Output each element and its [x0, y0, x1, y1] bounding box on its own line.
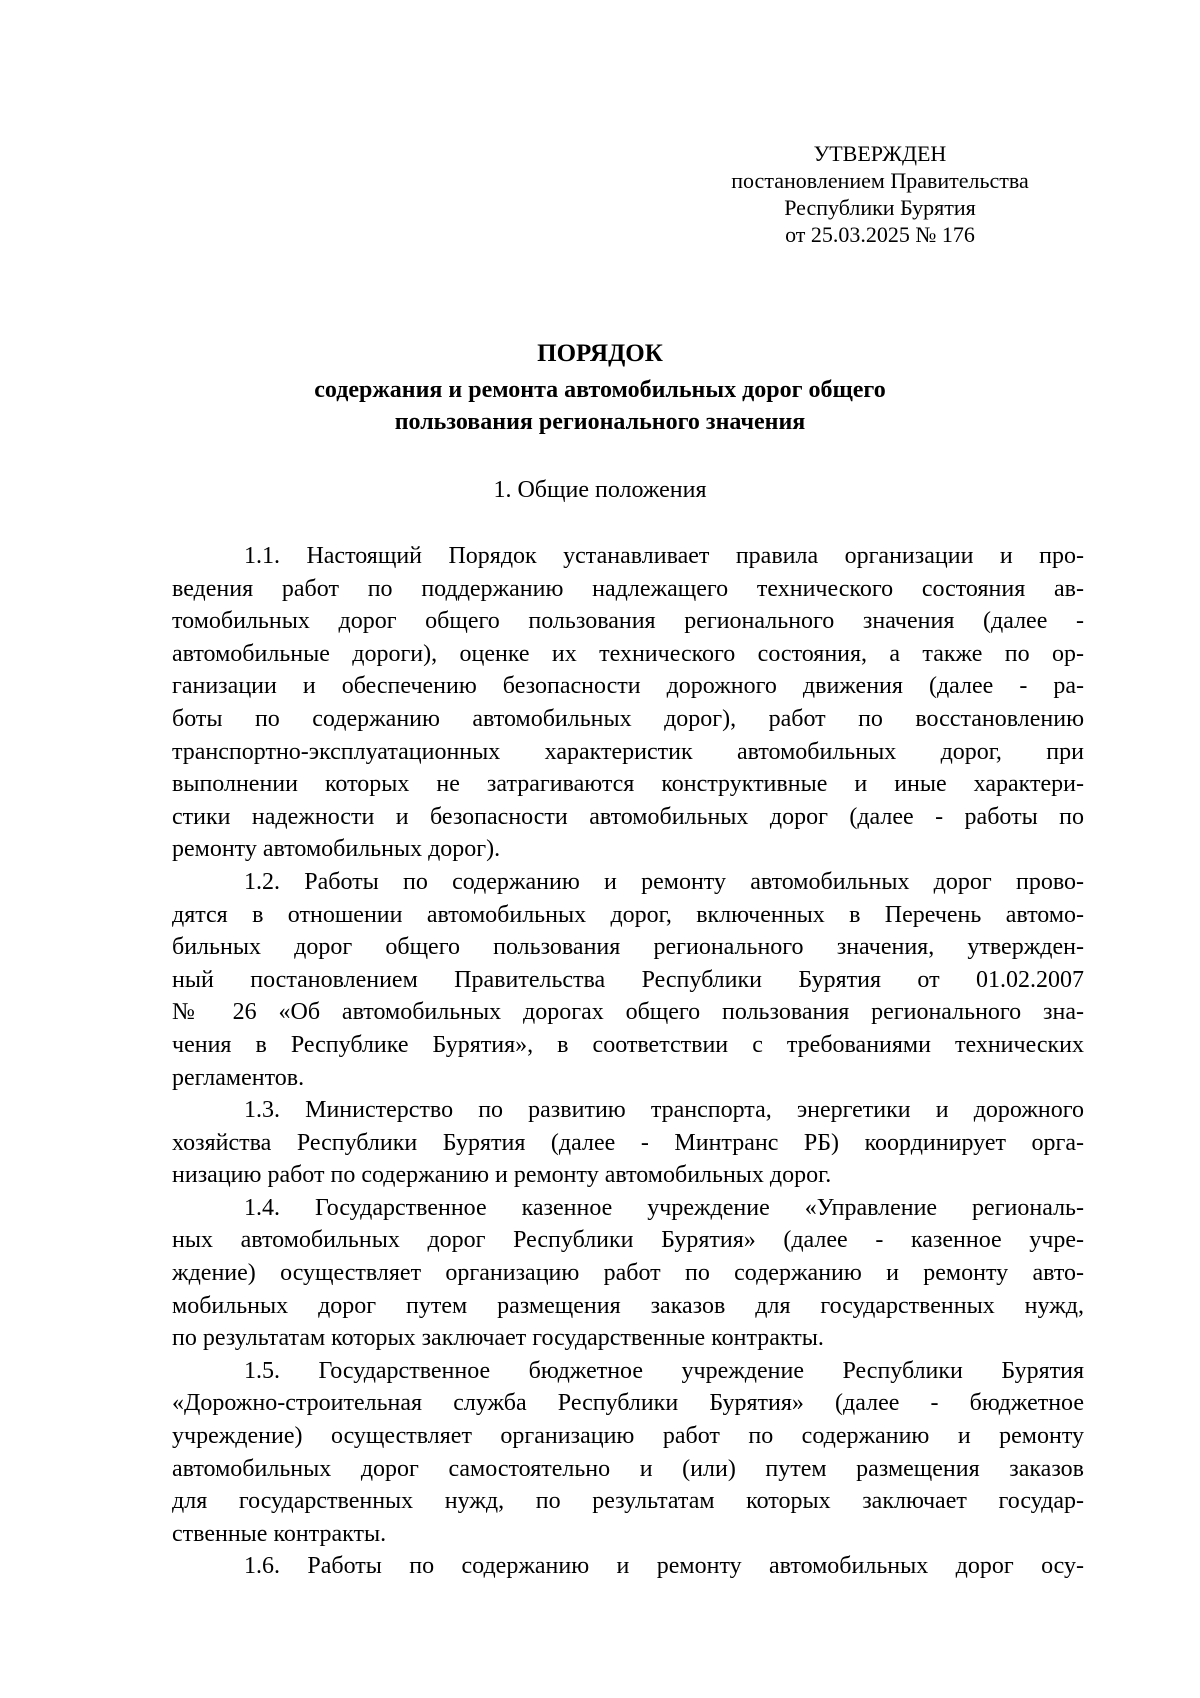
document-subtitle — [0, 374, 1200, 438]
paragraph-line: мобильных дорог путем размещения заказов для государственных нужд, — [172, 1292, 1084, 1319]
paragraph-line: 1.6. Работы по содержанию и ремонту автомобильных дорог осу- — [244, 1553, 1084, 1580]
paragraph-line: 1.1. Настоящий Порядок устанавливает правила организации и про- — [244, 543, 1084, 569]
paragraph — [172, 1192, 1084, 1355]
paragraph-line: томобильных дорог общего пользования регионального значения (далее - — [172, 608, 1084, 635]
paragraph-line: ных автомобильных дорог Республики Бурятия» (далее - казенное учре- — [172, 1227, 1084, 1254]
paragraph-line: чения в Республике Бурятия», в соответствии с требованиями технических — [172, 1031, 1084, 1058]
approval-line: постановлением Правительства — [731, 168, 1029, 193]
paragraph — [172, 1094, 1084, 1192]
paragraph-line: ведения работ по поддержанию надлежащего технического состояния ав- — [172, 575, 1084, 602]
paragraph-line: учреждение) осуществляет организацию работ по содержанию и ремонту — [172, 1423, 1084, 1450]
paragraph-line: хозяйства Республики Бурятия (далее - Минтранс РБ) координирует орга- — [172, 1129, 1084, 1156]
approval-stamp — [690, 140, 1070, 248]
paragraph-line: 1.5. Государственное бюджетное учреждение Республики Бурятия — [244, 1357, 1084, 1384]
paragraph-line: 1.4. Государственное казенное учреждение «Управление региональ- — [244, 1194, 1084, 1221]
paragraph-line: стики надежности и безопасности автомобильных дорог (далее - работы по — [172, 803, 1084, 830]
paragraph-line: ждение) осуществляет организацию работ по содержанию и ремонту авто- — [172, 1260, 1084, 1287]
paragraph-line: 1.2. Работы по содержанию и ремонту автомобильных дорог прово- — [244, 868, 1084, 895]
paragraph-line: дятся в отношении автомобильных дорог, включенных в Перечень автомо- — [172, 901, 1084, 928]
document-body — [172, 540, 1084, 1583]
subtitle-line: пользования регионального значения — [394, 409, 806, 435]
document-title: ПОРЯДОК — [537, 340, 663, 367]
paragraph-line: транспортно-эксплуатационных характеристик автомобильных дорог, при — [172, 738, 1084, 765]
paragraph — [172, 866, 1084, 1094]
paragraph-line: ный постановлением Правительства Республики Бурятия от 01.02.2007 — [172, 966, 1084, 993]
paragraph-line: бильных дорог общего пользования регионального значения, утвержден- — [172, 934, 1084, 961]
paragraph — [172, 540, 1084, 866]
paragraph-line: для государственных нужд, по результатам которых заключает государ- — [172, 1488, 1084, 1515]
paragraph — [172, 1355, 1084, 1551]
paragraph-line: ственные контракты. — [172, 1520, 387, 1547]
paragraph-line: № 26 «Об автомобильных дорогах общего пользования регионального зна- — [172, 999, 1084, 1026]
paragraph-line: низацию работ по содержанию и ремонту автомобильных дорог. — [172, 1162, 832, 1189]
approval-line: Республики Бурятия — [784, 195, 976, 220]
paragraph-line: боты по содержанию автомобильных дорог), работ по восстановлению — [172, 705, 1084, 732]
paragraph-line: по результатам которых заключает государственные контракты. — [172, 1325, 824, 1352]
paragraph-line: ремонту автомобильных дорог). — [172, 836, 501, 863]
paragraph-line: «Дорожно-строительная служба Республики Бурятия» (далее - бюджетное — [172, 1390, 1084, 1417]
paragraph-line: ганизации и обеспечению безопасности дорожного движения (далее - ра- — [172, 673, 1084, 700]
section-heading: 1. Общие положения — [493, 477, 707, 503]
approval-line: УТВЕРЖДЕН — [813, 141, 947, 166]
paragraph — [172, 1550, 1084, 1583]
paragraph-line: выполнении которых не затрагиваются конструктивные и иные характери- — [172, 771, 1084, 798]
approval-line: от 25.03.2025 № 176 — [785, 222, 975, 247]
paragraph-line: автомобильных дорог самостоятельно и (или) путем размещения заказов — [172, 1455, 1084, 1482]
paragraph-line: 1.3. Министерство по развитию транспорта, энергетики и дорожного — [244, 1097, 1084, 1124]
paragraph-line: регламентов. — [172, 1064, 305, 1091]
subtitle-line: содержания и ремонта автомобильных дорог общего — [314, 377, 886, 403]
paragraph-line: автомобильные дороги), оценке их технического состояния, а также по ор- — [172, 640, 1084, 667]
